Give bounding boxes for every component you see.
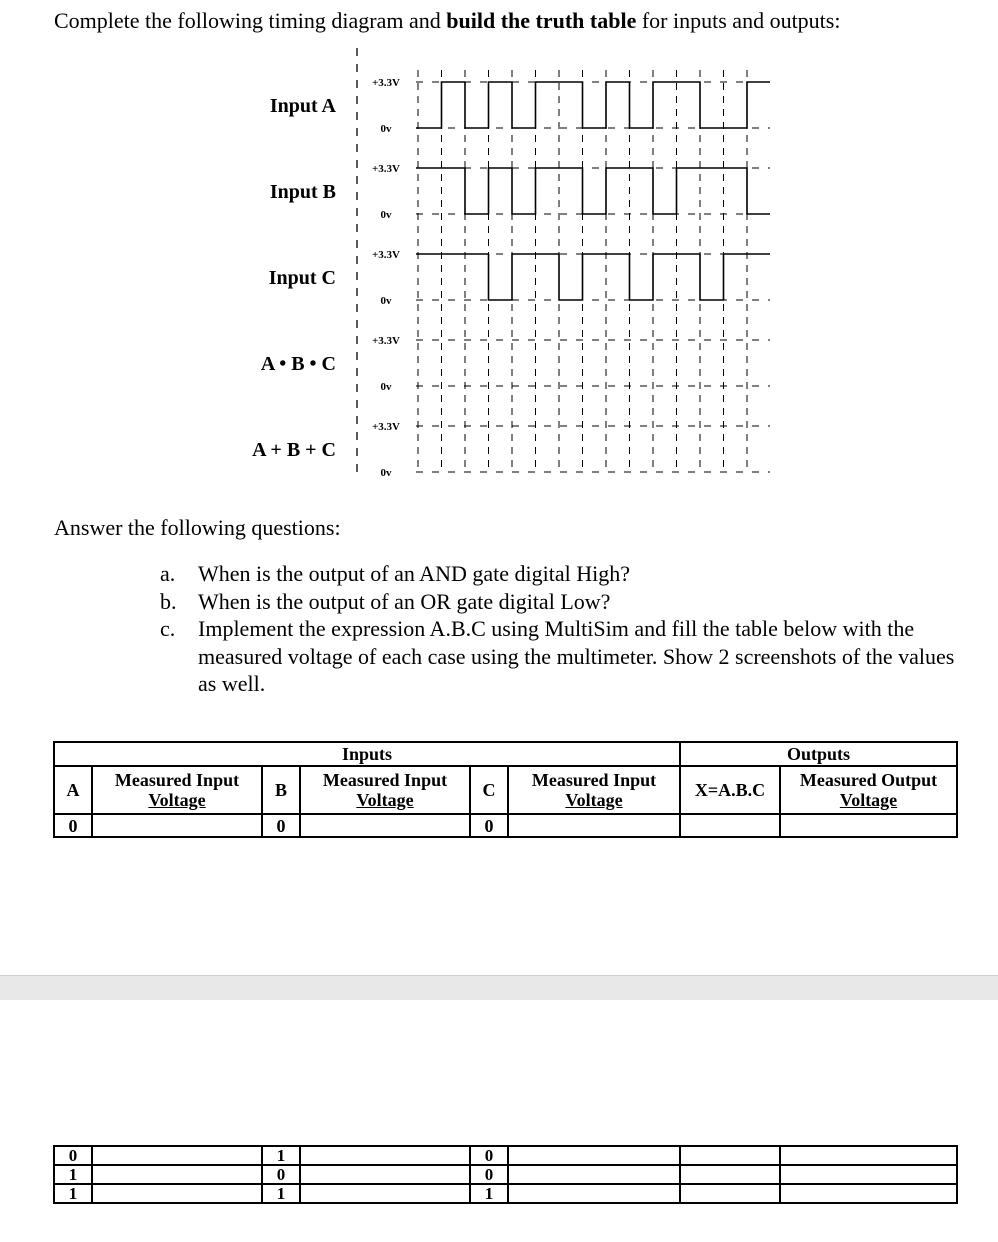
signal-waveform — [416, 82, 770, 128]
low-voltage-label: 0v — [380, 295, 392, 307]
question-text: When is the output of an AND gate digital High? — [198, 561, 630, 586]
questions-list — [160, 560, 960, 698]
question-text: Implement the expression A.B.C using MultiSim and fill the table below with the measured voltage of each case using the multimeter. Show 2 screenshots of the values as well. — [198, 616, 955, 696]
page-divider — [0, 975, 998, 1000]
table-row — [54, 1184, 957, 1203]
col-c-header: C — [470, 766, 508, 814]
question-a — [160, 560, 960, 588]
question-text: When is the output of an OR gate digital Low? — [198, 588, 611, 614]
col-b-header: B — [262, 766, 300, 814]
signal-label: A • B • C — [260, 353, 336, 375]
cell-measured-c[interactable] — [508, 1165, 680, 1184]
measured-input-b-header — [300, 766, 470, 814]
signal-waveform — [416, 168, 770, 214]
header-line2: Voltage — [565, 790, 623, 810]
question-b — [160, 588, 960, 616]
cell-measured-b[interactable] — [300, 1146, 470, 1165]
cell-measured-a[interactable] — [92, 814, 262, 837]
high-voltage-label: +3.3V — [372, 163, 400, 175]
cell-measured-c[interactable] — [508, 1146, 680, 1165]
cell-a: 1 — [54, 1184, 92, 1203]
signal-label: Input C — [268, 267, 336, 289]
high-voltage-label: +3.3V — [372, 249, 400, 261]
cell-measured-output[interactable] — [780, 1165, 957, 1184]
cell-a: 1 — [54, 1165, 92, 1184]
header-line1: Measured Input — [531, 770, 657, 790]
title-suffix: for inputs and outputs: — [636, 8, 841, 33]
cell-c: 0 — [470, 1165, 508, 1184]
cell-measured-c[interactable] — [508, 1184, 680, 1203]
high-voltage-label: +3.3V — [372, 421, 400, 433]
cell-c: 0 — [470, 1146, 508, 1165]
cell-x[interactable] — [680, 814, 780, 837]
cell-b: 1 — [262, 1184, 300, 1203]
header-line2: Voltage — [356, 790, 414, 810]
cell-x[interactable] — [680, 1184, 780, 1203]
question-c — [160, 615, 960, 698]
header-line1: Measured Output — [799, 770, 938, 790]
cell-c: 1 — [470, 1184, 508, 1203]
measured-input-a-header — [92, 766, 262, 814]
cell-measured-c[interactable] — [508, 814, 680, 837]
col-a-header: A — [54, 766, 92, 814]
cell-measured-b[interactable] — [300, 1165, 470, 1184]
truth-table-rows — [53, 1145, 958, 1204]
cell-b: 0 — [262, 814, 300, 837]
signal-label: Input B — [269, 181, 336, 203]
question-marker: a. — [160, 561, 176, 586]
cell-measured-output[interactable] — [780, 1146, 957, 1165]
cell-measured-b[interactable] — [300, 1184, 470, 1203]
low-voltage-label: 0v — [380, 381, 392, 393]
col-x-header: X=A.B.C — [680, 766, 780, 814]
low-voltage-label: 0v — [380, 467, 392, 479]
table-row — [54, 1146, 957, 1165]
questions-heading: Answer the following questions: — [54, 515, 341, 540]
measured-input-c-header — [508, 766, 680, 814]
signal-waveform — [416, 254, 770, 300]
header-line1: Measured Input — [322, 770, 448, 790]
signal-label: Input A — [269, 95, 336, 117]
cell-measured-a[interactable] — [92, 1184, 262, 1203]
cell-measured-a[interactable] — [92, 1165, 262, 1184]
truth-table-header — [53, 741, 958, 838]
cell-c: 0 — [470, 814, 508, 837]
high-voltage-label: +3.3V — [372, 77, 400, 89]
cell-measured-a[interactable] — [92, 1146, 262, 1165]
cell-measured-b[interactable] — [300, 814, 470, 837]
measured-output-header — [780, 766, 957, 814]
title-bold: build the truth table — [446, 8, 637, 33]
signal-label: A + B + C — [252, 439, 336, 461]
cell-b: 1 — [262, 1146, 300, 1165]
low-voltage-label: 0v — [380, 123, 392, 135]
cell-measured-output[interactable] — [780, 1184, 957, 1203]
cell-a: 0 — [54, 814, 92, 837]
high-voltage-label: +3.3V — [372, 335, 400, 347]
question-marker: b. — [160, 588, 177, 614]
cell-measured-output[interactable] — [780, 814, 957, 837]
page-title — [54, 8, 840, 34]
header-line2: Voltage — [148, 790, 206, 810]
header-line1: Measured Input — [114, 770, 240, 790]
table-row — [54, 814, 957, 837]
outputs-header: Outputs — [680, 742, 957, 766]
cell-x[interactable] — [680, 1146, 780, 1165]
title-prefix: Complete the following timing diagram and — [54, 8, 447, 33]
question-marker: c. — [160, 616, 176, 641]
low-voltage-label: 0v — [380, 209, 392, 221]
header-line2: Voltage — [839, 790, 898, 810]
inputs-header: Inputs — [54, 742, 680, 766]
table-row — [54, 1165, 957, 1184]
timing-diagram — [0, 40, 998, 480]
cell-x[interactable] — [680, 1165, 780, 1184]
cell-b: 0 — [262, 1165, 300, 1184]
cell-a: 0 — [54, 1146, 92, 1165]
